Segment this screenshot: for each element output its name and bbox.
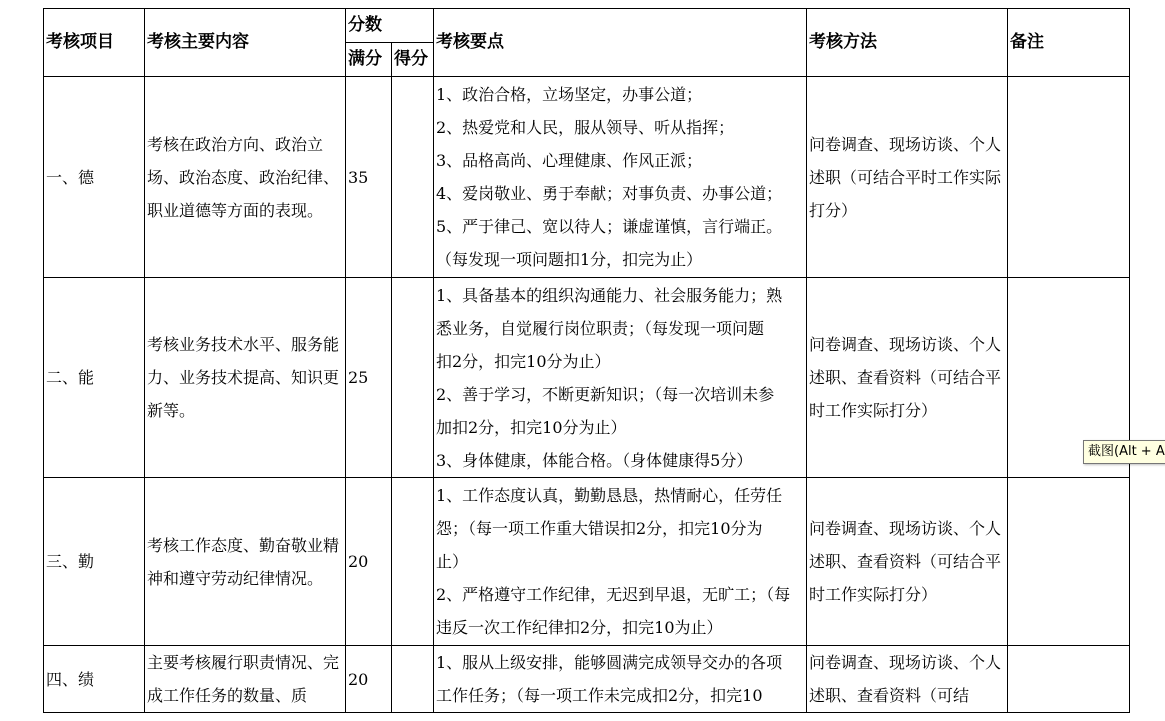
point-line: 2、善于学习，不断更新知识；（每一次培训未参 <box>436 384 775 404</box>
table-row <box>44 478 1130 646</box>
row-points <box>434 77 807 278</box>
table-row <box>44 278 1130 478</box>
point-line: 1、具备基本的组织沟通能力、社会服务能力；熟 <box>436 285 783 305</box>
row-points <box>434 646 807 713</box>
row-item: 四、绩 <box>44 646 145 713</box>
row-method-text: 问卷调查、现场访谈、个人述职、查看资料（可结 <box>809 653 1002 705</box>
row-item: 二、能 <box>44 278 145 478</box>
row-full-score: 25 <box>346 278 392 478</box>
row-note <box>1008 646 1130 713</box>
row-method-text: 问卷调查、现场访谈、个人述职（可结合平时工作实际打分） <box>809 134 1002 220</box>
row-content <box>145 278 346 478</box>
header-content: 考核主要内容 <box>145 9 346 77</box>
header-row <box>44 9 1130 43</box>
table-row <box>44 77 1130 278</box>
row-method-text: 问卷调查、现场访谈、个人述职、查看资料（可结合平时工作实际打分） <box>809 519 1002 604</box>
row-method <box>807 646 1008 713</box>
row-content <box>145 77 346 278</box>
point-line: 止） <box>436 552 469 571</box>
point-line: 工作任务；（每一项工作未完成扣2分，扣完10 <box>436 686 763 705</box>
row-got-score <box>392 478 434 646</box>
row-method-text: 问卷调查、现场访谈、个人述职、查看资料（可结合平时工作实际打分） <box>809 335 1002 420</box>
header-note: 备注 <box>1008 9 1130 77</box>
header-got-score: 得分 <box>392 43 434 77</box>
header-item: 考核项目 <box>44 9 145 77</box>
row-content-text: 主要考核履行职责情况、完成工作任务的数量、质 <box>147 653 340 705</box>
row-points <box>434 478 807 646</box>
row-full-score: 35 <box>346 77 392 278</box>
point-line: 1、工作态度认真，勤勤恳恳，热情耐心，任劳任 <box>436 486 783 505</box>
point-line: （每发现一项问题扣1分，扣完为止） <box>436 250 703 269</box>
row-content-text: 考核工作态度、勤奋敬业精神和遵守劳动纪律情况。 <box>147 535 340 588</box>
row-content <box>145 478 346 646</box>
point-line: 怨；（每一项工作重大错误扣2分，扣完10分为 <box>436 519 763 538</box>
row-got-score <box>392 278 434 478</box>
header-method: 考核方法 <box>807 9 1008 77</box>
point-line: 1、服从上级安排，能够圆满完成领导交办的各项 <box>436 653 783 672</box>
screenshot-tooltip: 截图(Alt + A <box>1083 440 1165 464</box>
row-item: 三、勤 <box>44 478 145 646</box>
row-full-score: 20 <box>346 646 392 713</box>
point-line: 2、热爱党和人民，服从领导、听从指挥； <box>436 118 735 137</box>
point-line: 4、爱岗敬业、勇于奉献；对事负责、办事公道； <box>436 184 783 203</box>
row-note <box>1008 77 1130 278</box>
header-score: 分数 <box>346 9 434 43</box>
row-points <box>434 278 807 478</box>
row-content-text: 考核在政治方向、政治立场、政治态度、政治纪律、职业道德等方面的表现。 <box>147 134 340 220</box>
row-item: 一、德 <box>44 77 145 278</box>
table-row <box>44 646 1130 713</box>
point-line: 3、品格高尚、心理健康、作风正派； <box>436 151 703 170</box>
row-got-score <box>392 646 434 713</box>
point-line: 1、政治合格，立场坚定，办事公道； <box>436 85 703 104</box>
row-note <box>1008 478 1130 646</box>
row-method <box>807 278 1008 478</box>
header-points: 考核要点 <box>434 9 807 77</box>
row-content-text: 考核业务技术水平、服务能力、业务技术提高、知识更新等。 <box>147 335 340 420</box>
point-line: 扣2分，扣完10分为止） <box>436 351 611 371</box>
row-content <box>145 646 346 713</box>
point-line: 5、严于律己、宽以待人；谦虚谨慎，言行端正。 <box>436 217 783 236</box>
point-line: 加扣2分，扣完10分为止） <box>436 417 627 437</box>
row-method <box>807 478 1008 646</box>
header-full-score: 满分 <box>346 43 392 77</box>
assessment-table <box>43 8 1130 713</box>
row-got-score <box>392 77 434 278</box>
row-method <box>807 77 1008 278</box>
point-line: 3、身体健康，体能合格。（身体健康得5分） <box>436 450 753 470</box>
point-line: 悉业务，自觉履行岗位职责；（每发现一项问题 <box>436 318 765 338</box>
row-full-score: 20 <box>346 478 392 646</box>
point-line: 2、严格遵守工作纪律，无迟到早退，无旷工；（每 <box>436 585 791 604</box>
point-line: 违反一次工作纪律扣2分，扣完10为止） <box>436 618 723 637</box>
